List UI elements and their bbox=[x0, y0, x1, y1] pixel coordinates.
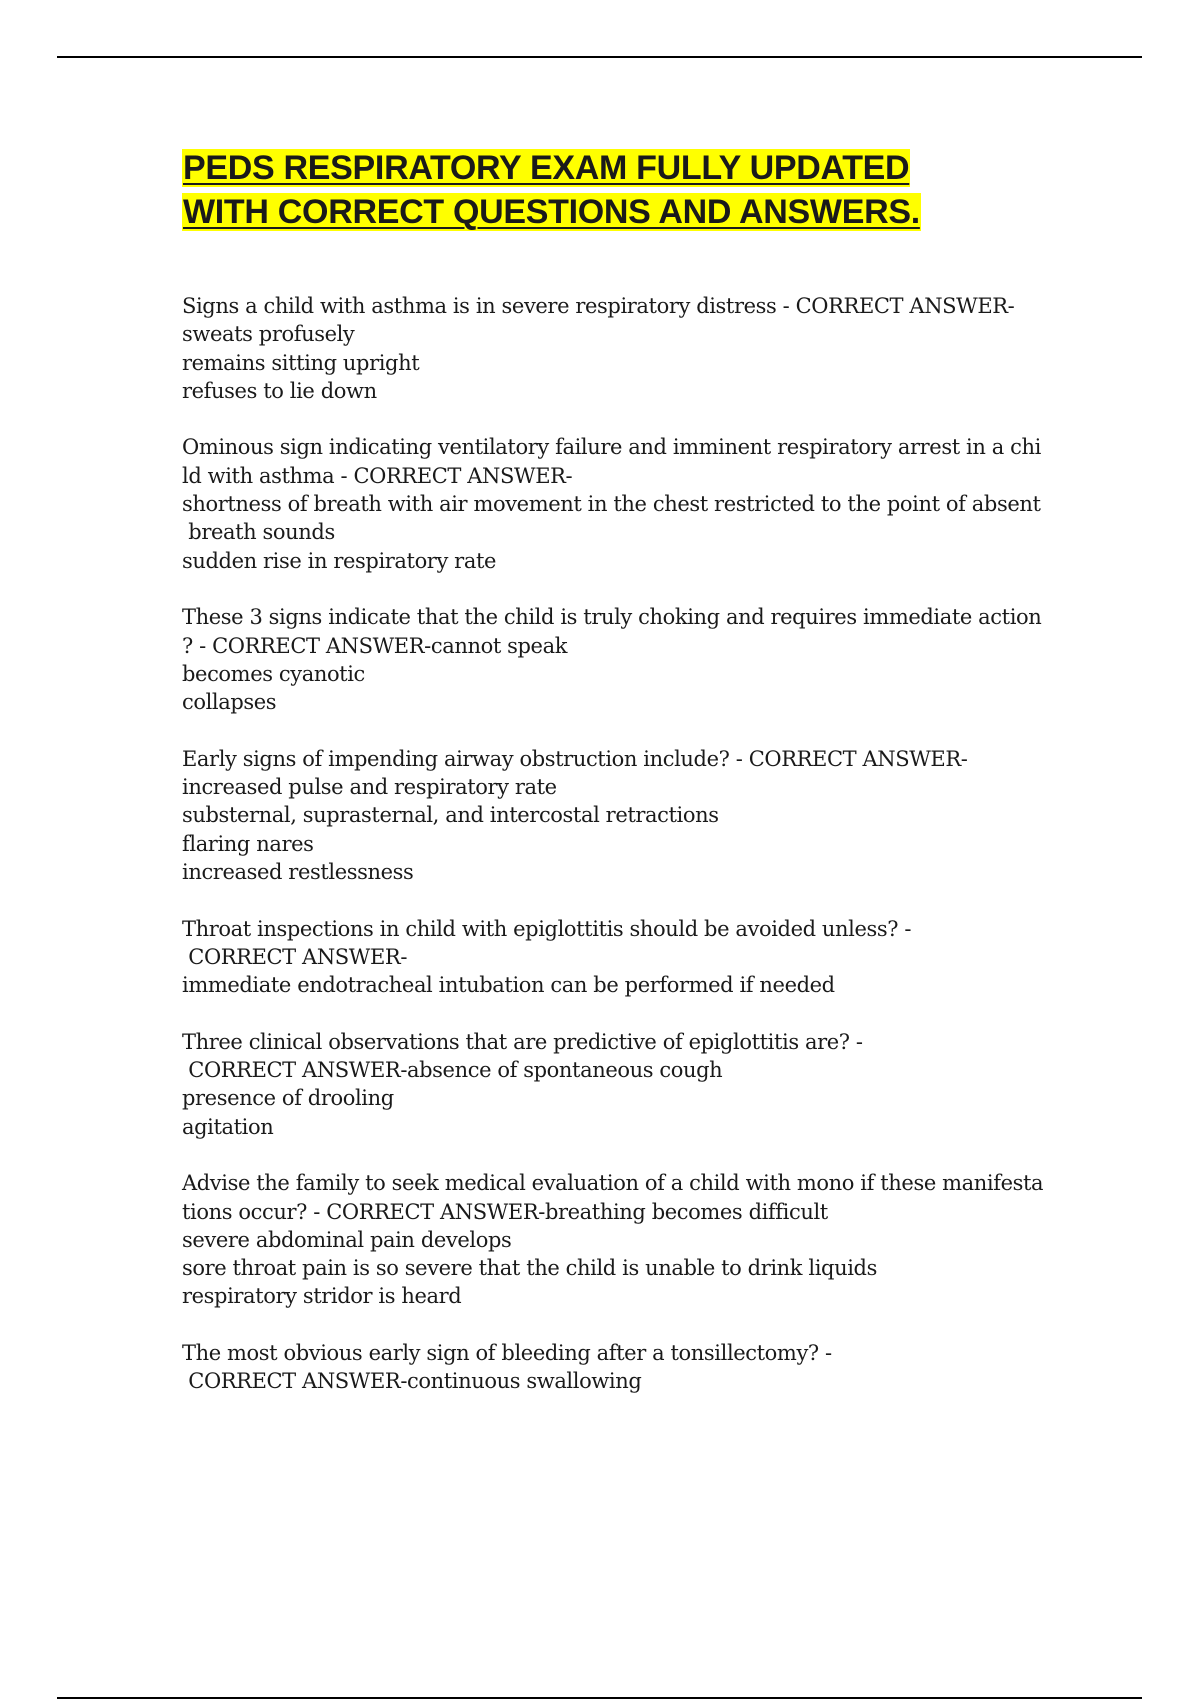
qa-line: Three clinical observations that are predictive of epiglottitis are? - bbox=[182, 1029, 863, 1054]
header-rule bbox=[57, 56, 1142, 58]
qa-line: shortness of breath with air movement in the chest restricted to the point of absent bbox=[182, 492, 1041, 517]
qa-item bbox=[182, 1339, 1062, 1396]
qa-line: respiratory stridor is heard bbox=[182, 1284, 462, 1309]
qa-line: These 3 signs indicate that the child is truly choking and requires immediate action bbox=[182, 605, 1042, 630]
qa-item bbox=[182, 915, 1062, 1000]
document-title bbox=[182, 146, 1062, 234]
title-line: PEDS RESPIRATORY EXAM FULLY UPDATED bbox=[183, 149, 910, 187]
qa-line: remains sitting upright bbox=[182, 350, 420, 375]
qa-line: ld with asthma - CORRECT ANSWER- bbox=[182, 463, 573, 488]
qa-line: severe abdominal pain develops bbox=[182, 1227, 512, 1252]
qa-line: presence of drooling bbox=[182, 1086, 394, 1111]
qa-line: CORRECT ANSWER-continuous swallowing bbox=[182, 1369, 642, 1394]
qa-item bbox=[182, 433, 1062, 574]
qa-line: sweats profusely bbox=[182, 322, 355, 347]
qa-line: becomes cyanotic bbox=[182, 661, 365, 686]
document-body bbox=[182, 146, 1062, 1424]
qa-line: sudden rise in respiratory rate bbox=[182, 548, 497, 573]
qa-line: Signs a child with asthma is in severe respiratory distress - CORRECT ANSWER- bbox=[182, 294, 1015, 318]
qa-line: Throat inspections in child with epiglottitis should be avoided unless? - bbox=[182, 916, 912, 941]
qa-item bbox=[182, 1028, 1062, 1141]
footer-rule bbox=[57, 1697, 1142, 1699]
qa-line: collapses bbox=[182, 690, 277, 715]
qa-line: tions occur? - CORRECT ANSWER-breathing becomes difficult bbox=[182, 1199, 828, 1224]
qa-item bbox=[182, 603, 1062, 716]
qa-line: increased restlessness bbox=[182, 859, 414, 884]
qa-line: sore throat pain is so severe that the child is unable to drink liquids bbox=[182, 1256, 877, 1281]
qa-item bbox=[182, 745, 1062, 886]
qa-line: ? - CORRECT ANSWER-cannot speak bbox=[182, 633, 568, 658]
qa-line: CORRECT ANSWER- bbox=[182, 944, 408, 969]
qa-line: CORRECT ANSWER-absence of spontaneous cough bbox=[182, 1058, 723, 1083]
qa-line: refuses to lie down bbox=[182, 378, 377, 403]
qa-line: agitation bbox=[182, 1114, 274, 1139]
qa-line: The most obvious early sign of bleeding after a tonsillectomy? - bbox=[182, 1340, 832, 1365]
qa-line: Ominous sign indicating ventilatory failure and imminent respiratory arrest in a chi bbox=[182, 435, 1041, 460]
qa-line: flaring nares bbox=[182, 831, 314, 856]
qa-list bbox=[182, 292, 1062, 1396]
qa-item bbox=[182, 292, 1062, 405]
qa-item bbox=[182, 1169, 1062, 1310]
title-line: WITH CORRECT QUESTIONS AND ANSWERS. bbox=[183, 193, 920, 231]
qa-line: Early signs of impending airway obstruction include? - CORRECT ANSWER- bbox=[182, 746, 968, 771]
qa-line: breath sounds bbox=[182, 520, 335, 545]
qa-line: substernal, suprasternal, and intercostal retractions bbox=[182, 803, 719, 828]
qa-line: immediate endotracheal intubation can be performed if needed bbox=[182, 973, 835, 998]
qa-line: increased pulse and respiratory rate bbox=[182, 775, 557, 800]
qa-line: Advise the family to seek medical evaluation of a child with mono if these manifesta bbox=[182, 1171, 1044, 1196]
